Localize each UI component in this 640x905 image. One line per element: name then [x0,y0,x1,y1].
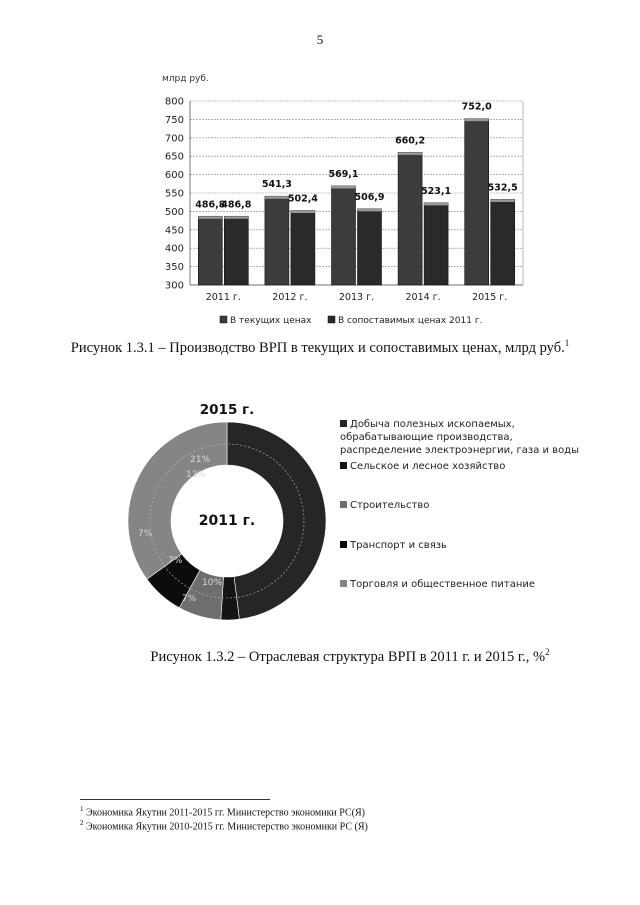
footnote-2 [80,819,560,832]
y-tick-labels [165,97,184,292]
bar [291,211,315,285]
legend-swatch [340,541,347,548]
ring-label: 10% [202,578,223,588]
data-label: 532,5 [487,182,518,194]
bar [465,119,489,285]
data-label: 569,1 [328,168,359,180]
ring-label: 21% [190,455,211,465]
bar-highlight [358,209,382,212]
legend-label: В сопоставимых ценах 2011 г. [338,316,483,326]
x-tick-label: 2015 г. [472,292,508,303]
legend-swatch [328,316,335,323]
legend-swatch [220,316,227,323]
data-label: 752,0 [461,101,492,113]
bar-chart [150,70,540,332]
bar-highlight [224,216,248,219]
bar [398,152,422,285]
legend-label: Строительство [350,500,430,511]
y-tick-label: 750 [164,114,184,126]
y-tick-label: 600 [164,170,184,182]
bar [424,203,448,285]
legend-item [340,418,590,457]
bar-highlight [198,216,222,219]
footnote-mark: 1 [80,805,84,813]
data-label: 486,8 [221,199,252,211]
footnote-mark: 2 [80,819,84,827]
bar [265,196,289,285]
footnote-divider [80,799,270,800]
figure-caption-1 [0,338,640,357]
data-label: 660,2 [395,135,426,147]
y-tick-label: 400 [164,243,184,255]
figure-caption-2 [60,647,640,666]
caption-text: Рисунок 1.3.1 – Производство ВРП в текущих и сопоставимых ценах, млрд руб. [70,339,565,356]
legend-swatch [340,420,347,427]
bar-highlight [491,199,515,202]
footnote-text: Экономика Якутии 2011-2015 гг. Министерство экономики РС(Я) [86,807,365,819]
legend-swatch [340,462,347,469]
footnote-1 [80,805,560,818]
data-label: 486,8 [195,199,226,211]
bar [198,216,222,285]
y-tick-label: 350 [164,262,184,274]
data-label: 541,3 [261,179,292,191]
data-label: 506,9 [354,191,385,203]
y-tick-label: 500 [164,206,184,218]
bar-highlight [291,211,315,214]
bar [224,216,248,285]
bar [491,199,515,285]
legend-item [340,539,590,552]
chart-title: 2015 г. [199,402,255,418]
footnote-mark: 2 [545,647,550,657]
legend-swatch [340,580,347,587]
y-tick-label: 450 [164,225,184,237]
legend-label: Сельское и лесное хозяйство [350,461,506,472]
y-axis-label: млрд руб. [162,74,209,84]
x-tick-label: 2013 г. [338,292,375,303]
legend [220,316,482,326]
ring-label: 7% [168,556,183,566]
x-tick-label: 2012 г. [272,292,308,303]
legend-item [340,499,590,512]
y-tick-label: 800 [164,96,184,108]
bar-highlight [465,119,489,122]
y-tick-label: 550 [164,188,184,200]
data-label: 502,4 [287,193,318,205]
legend-item [340,578,590,591]
y-tick-label: 700 [164,133,184,145]
legend-label: В текущих ценах [230,316,312,326]
x-tick-labels [206,292,508,303]
x-tick-label: 2011 г. [205,292,241,303]
ring-label: 13% [186,470,207,480]
legend-label: Транспорт и связь [350,540,447,551]
bar-highlight [398,152,422,155]
bar [332,186,356,285]
legend-swatch [340,501,347,508]
ring-label: 7% [182,594,197,604]
bar-highlight [332,186,356,189]
bar-highlight [265,196,289,199]
x-tick-label: 2014 г. [405,292,441,303]
page-number: 5 [316,32,324,47]
donut-chart [120,395,340,620]
footnote-text: Экономика Якутии 2010-2015 гг. Министерство экономики РС (Я) [86,821,368,833]
legend-item [340,460,590,473]
legend-label: Торговля и общественное питание [350,579,536,590]
center-label: 2011 г. [198,513,256,529]
y-tick-label: 300 [164,280,184,292]
footnote-mark: 1 [564,338,570,348]
data-label: 523,1 [421,185,452,197]
legend-label: Добыча полезных ископаемых, обрабатывающие производства, распределение электроэнергии, газа и воды [340,419,579,456]
bar-highlight [424,203,448,206]
y-tick-label: 650 [164,151,184,163]
caption-text: Рисунок 1.3.2 – Отраслевая структура ВРП в 2011 г. и 2015 г., % [150,648,546,665]
ring-label: 7% [138,529,153,539]
bar [358,209,382,285]
